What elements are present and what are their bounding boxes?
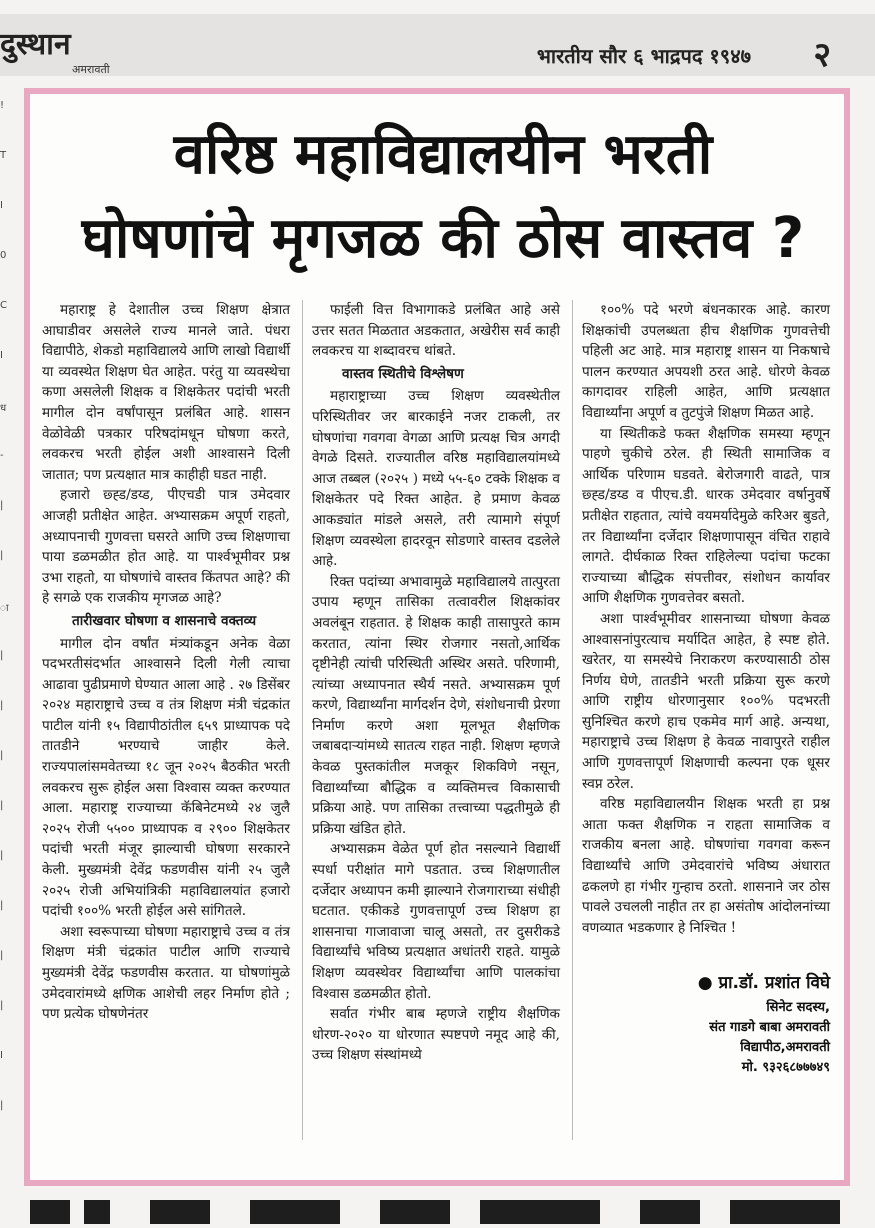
strip-glyph: | [0,550,4,561]
article-box [24,88,850,1186]
article-column-2 [312,300,560,1066]
paragraph: अशा स्वरूपाच्या घोषणा महाराष्ट्राचे उच्च व तंत्र शिक्षण मंत्री चंद्रकांत पाटील आणि राज्याचे मुख्यमंत्री देवेंद्र फडणवीस करतात. या घोषणांमुळे उमेदवारांमध्ये क्षणिक आशेची लहर निर्माण होते ; पण प्रत्येक घोषणेनंतर [42,923,290,1023]
strip-glyph: | [0,800,4,811]
next-headline-fragment [0,1196,875,1228]
strip-glyph: 0 [0,250,7,261]
strip-glyph: I [0,200,3,211]
masthead-city: अमरावती [72,63,110,76]
author-title: सिनेट सदस्य, [766,1000,830,1015]
strip-glyph: ! [0,100,5,111]
author-affiliation: संत गाडगे बाबा अमरावती [709,1020,830,1035]
paragraph: महाराष्ट्र हे देशातील उच्च शिक्षण क्षेत्रात आघाडीवर असलेले राज्य मानले जाते. पंधरा विद्यापीठे, शेकडो महाविद्यालये आणि लाखो विद्यार्थी या व्यवस्थेत शिक्षण घेत आहेत. परंतु या व्यवस्थेचा कणा असलेली शिक्षक व शिक्षकेतर पदांची भरती मागील दोन वर्षांपासून प्रलंबित आहे. शासन वेळोवेळी पत्रकार परिषदांमधून घोषणा करते, लवकरच भरती होईल अशी आश्वासने दिली जातात; पण प्रत्यक्षात मात्र काहीही घडत नाही. [42,302,290,483]
strip-glyph: C [0,300,7,311]
strip-glyph: | [0,1000,4,1011]
newspaper-masthead: दुस्थान [0,27,71,62]
strip-glyph: ा [0,603,9,614]
paragraph: सर्वात गंभीर बाब म्हणजे राष्ट्रीय शैक्षणिक धोरण-२०२० या धोरणात स्पष्टपणे नमूद आहे की, उच्च शिक्षण संस्थांमध्ये [312,1006,560,1064]
strip-glyph: ध [0,403,7,414]
headline-line-1: वरिष्ठ महाविद्यालयीन भरती [173,122,713,187]
article-column-3 [582,300,830,938]
author-affiliation-city: विद्यापीठ,अमरावती [740,1040,830,1055]
article-column-1 [42,300,290,1025]
subheading: वास्तव स्थितीचे विश्लेषण [342,365,464,382]
paragraph: १००% पदे भरणे बंधनकारक आहे. कारण शिक्षकांची उपलब्धता हीच शैक्षणिक गुणवत्तेची पहिली अट आहे. मात्र महाराष्ट्र शासन या निकषाचे पालन करण्यात अपयशी ठरत आहे. धोरणे केवळ कागदावर राहिली आहेत, आणि प्रत्यक्षात विद्यार्थ्यांना अपूर्ण व तुटपुंजे शिक्षण मिळत आहे. [582,302,830,421]
strip-glyph: | [0,750,4,761]
strip-glyph: | [0,1100,4,1111]
strip-glyph: | [0,650,4,661]
dateline: भारतीय सौर ६ भाद्रपद १९४७ [536,44,751,68]
paragraph: हजारो छ्ह्ड/डय्ड, पीएचडी पात्र उमेदवार आजही प्रतीक्षेत आहेत. अभ्यासक्रम अपूर्ण राहतो, अध्यापनाची गुणवत्ता घसरते आणि उच्च शिक्षणाचा पाया डळमळीत होत आहे. या पार्श्वभूमीवर प्रश्न उभा राहतो, या घोषणांचे वास्तव किंतपत आहे? की हे सगळे एक राजकीय मृगजळ आहे? [42,487,290,607]
strip-glyph: | [0,500,4,511]
paragraph: अशा पार्श्वभूमीवर शासनाच्या घोषणा केवळ आश्वासनांपुरत्याच मर्यादित आहेत, हे स्पष्ट होते. खरेतर, या समस्येचे निराकरण करण्यासाठी ठोस निर्णय घेणे, तातडीने भरती प्रक्रिया सुरू करणे आणि राष्ट्रीय धोरणानुसार १००% पदभरती सुनिश्चित करणे हाच एकमेव मार्ग आहे. अन्यथा, महाराष्ट्राचे उच्च शिक्षण हे केवळ नावापुरते राहील आणि गुणवत्तापूर्ण शिक्षणाची कल्पना एक धूसर स्वप्न ठरेल. [582,610,830,792]
page-number: २ [813,35,831,75]
paragraph: रिक्त पदांच्या अभावामुळे महाविद्यालये तात्पुरता उपाय म्हणून तासिका तत्वावरील शिक्षकांवर अवलंबून राहतात. हे शिक्षक काही तासापुरते काम करतात, त्यांना स्थिर रोजगार नसतो,आर्थिक दृष्टीनेही त्यांची परिस्थिती अस्थिर असते. परिणामी, त्यांच्या अध्यापनात स्थैर्य नसते. अभ्यासक्रम पूर्ण करणे, विद्यार्थ्यांना मार्गदर्शन देणे, संशोधनाची प्रेरणा निर्माण करणे अशा मूलभूत शैक्षणिक जबाबदाऱ्यांमध्ये सातत्य राहत नाही. शिक्षण म्हणजे केवळ पुस्तकांतील मजकूर शिकविणे नसून, विद्यार्थ्यांच्या बौद्धिक व व्यक्तिमत्त्व विकासाची प्रक्रिया आहे. पण तासिका तत्त्वाच्या पद्धतीमुळे ही प्रक्रिया खंडित होते. [312,573,560,837]
strip-glyph: | [0,950,4,961]
author-phone: मो. ९३२६८७७७४९ [741,1060,830,1075]
paragraph: वरिष्ठ महाविद्यालयीन शिक्षक भरती हा प्रश्न आता फक्त शैक्षणिक न राहता सामाजिक व राजकीय बनला आहे. घोषणांचा गवगवा करून विद्यार्थ्यांचे आणि उमेदवारांचे भविष्य अंधारात ढकलणे हा गंभीर गुन्हाच ठरतो. शासनाने जर ठोस पावले उचलली नाहीत तर हा असंतोष आंदोलनांच्या वणव्यात भडकणार हे निश्चित ! [582,796,830,936]
subheading: तारीखवार घोषणा व शासनाचे वक्तव्य [72,612,257,629]
author-name: ● प्रा.डॉ. प्रशांत विघे [697,973,830,993]
strip-glyph: | [0,700,4,711]
strip-glyph: I [0,1050,3,1061]
strip-glyph: | [0,850,4,861]
column-divider [302,300,303,1140]
paragraph: फाईली वित्त विभागाकडे प्रलंबित आहे असे उत्तर सतत मिळतात अडकतात, अखेरीस सर्व काही लवकरच या शब्दावरच थांबते. [312,302,560,360]
paragraph: या स्थितीकडे फक्त शैक्षणिक समस्या म्हणून पाहणे चुकीचे ठरेल. ही स्थिती सामाजिक व आर्थिक परिणाम घडवते. बेरोजगारी वाढते, पात्र छ्ह्ड/डय्ड व पीएच.डी. धारक उमेदवार वर्षानुवर्षे प्रतीक्षेत राहतात, त्यांचे वयमर्यादेमुळे करिअर बुडते, तर विद्यार्थ्यांना दर्जेदार शिक्षणापासून वंचित राहावे लागते. दीर्घकाळ रिक्त राहिलेल्या पदांचा फटका राज्याच्या बौद्धिक संपत्तीवर, संशोधन कार्यावर आणि शैक्षणिक गुणवत्तेवर बसतो. [582,425,830,607]
strip-glyph: I [0,350,3,361]
strip-glyph: | [0,900,4,911]
strip-glyph: - [0,450,4,461]
strip-glyph: T [0,150,7,161]
paragraph: मागील दोन वर्षांत मंत्र्यांकडून अनेक वेळा पदभरतीसंदर्भात आश्वासने दिली गेली त्याचा आढावा पुढीप्रमाणे घेण्यात आला आहे . २७ डिसेंबर २०२४ महाराष्ट्राचे उच्च व तंत्र शिक्षण मंत्री चंद्रकांत पाटील यांनी १५ विद्यापीठांतील ६५९ प्राध्यापक पदे तातडीने भरण्याचे जाहीर केले. राज्यपालांसमवेतच्या १८ जून २०२५ बैठकीत भरती लवकरच सुरू होईल असा विश्वास व्यक्त करण्यात आला. महाराष्ट्र राज्याच्या कॅबिनेटमध्ये २४ जुलै २०२५ रोजी ५५०० प्राध्यापक व २९०० शिक्षकेतर पदांची भरती मंजूर झाल्याची घोषणा सरकारने केली. मुख्यमंत्री देवेंद्र फडणवीस यांनी २५ जुलै २०२५ रोजी अभियांत्रिकी महाविद्यालयांत हजारो पदांची १००% भरती होईल असे सांगितले. [42,635,290,920]
adjacent-article-fragment [0,100,10,1180]
paragraph: अभ्यासक्रम वेळेत पूर्ण होत नसल्याने विद्यार्थी स्पर्धा परीक्षांत मागे पडतात. उच्च शिक्षणातील दर्जेदार अध्यापन कमी झाल्याने रोजगाराच्या संधीही घटतात. एकीकडे गुणवत्तापूर्ण उच्च शिक्षण हा शासनाचा गाजावाजा चालू असतो, तर दुसरीकडे विद्यार्थ्यांचे भविष्य प्रत्यक्षात अधांतरी राहते. यामुळे शिक्षण व्यवस्थेवर विद्यार्थ्यांचा आणि पालकांचा विश्वास डळमळीत होतो. [312,841,560,1002]
author-details [530,998,830,1078]
paragraph: महाराष्ट्राच्या उच्च शिक्षण व्यवस्थेतील परिस्थितीवर जर बारकाईने नजर टाकली, तर घोषणांचा गवगवा वेगळा आणि प्रत्यक्ष चित्र अगदी वेगळे दिसते. राज्यातील वरिष्ठ महाविद्यालयांमध्ये आज तब्बल (२०२५ ) मध्ये ५५-६० टक्के शिक्षक व शिक्षकेतर पदे रिक्त आहेत. हे प्रमाण केवळ आकड्यांत मांडले असले, तरी त्यामागे संपूर्ण शिक्षण व्यवस्थेला हादरवून सोडणारे वास्तव दडलेले आहे. [312,388,560,570]
headline-line-2: घोषणांचे मृगजळ की ठोस वास्तव ? [81,206,805,271]
